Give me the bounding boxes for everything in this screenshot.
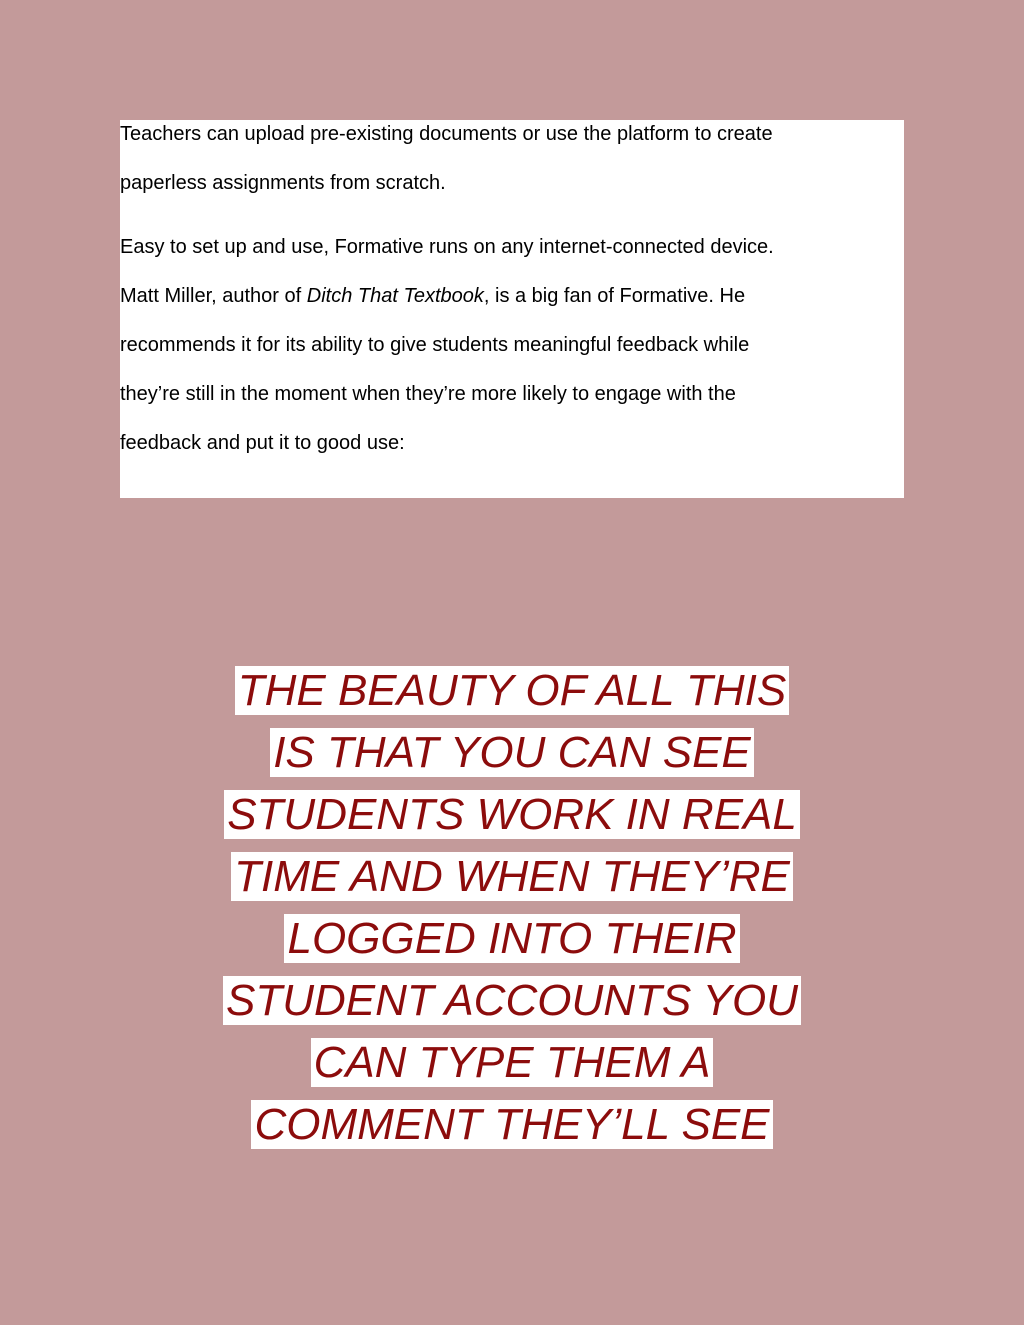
pull-quote-text: CAN TYPE THEM A: [311, 1038, 714, 1087]
paragraph-2-line-1: Easy to set up and use, Formative runs on any internet-connected device.: [120, 236, 774, 258]
pull-quote-text: STUDENT ACCOUNTS YOU: [223, 976, 801, 1025]
paragraph-spacer: [120, 208, 904, 223]
pull-quote-line: [0, 908, 1024, 970]
pull-quote-text: IS THAT YOU CAN SEE: [270, 728, 754, 777]
pull-quote-text: THE BEAUTY OF ALL THIS: [235, 666, 790, 715]
paragraph-2-line-5: feedback and put it to good use:: [120, 432, 405, 454]
pull-quote-line: [0, 1094, 1024, 1156]
pull-quote-line: [0, 660, 1024, 722]
pull-quote-text: STUDENTS WORK IN REAL: [224, 790, 800, 839]
paragraph-1-line-2: paperless assignments from scratch.: [120, 172, 446, 194]
paragraph-2-line-3: recommends it for its ability to give students meaningful feedback while: [120, 334, 750, 356]
pull-quote-line: [0, 970, 1024, 1032]
author-intro-text: Matt Miller, author of: [120, 285, 307, 307]
pull-quote-text: TIME AND WHEN THEY’RE: [231, 852, 793, 901]
pull-quote-text: COMMENT THEY’LL SEE: [251, 1100, 772, 1149]
article-text-box: [120, 120, 904, 498]
book-title: Ditch That Textbook: [306, 285, 484, 307]
pull-quote-line: [0, 722, 1024, 784]
author-outro-text: , is a big fan of Formative. He: [483, 285, 746, 307]
pull-quote-line: [0, 784, 1024, 846]
pull-quote-line: [0, 1032, 1024, 1094]
pull-quote: [0, 660, 1024, 1156]
pull-quote-line: [0, 846, 1024, 908]
pull-quote-text: LOGGED INTO THEIR: [284, 914, 739, 963]
paragraph-1-line-1: Teachers can upload pre-existing documents or use the platform to create: [120, 123, 773, 145]
paragraph-2-line-2: [120, 272, 904, 321]
paragraph-2-line-4: they’re still in the moment when they’re more likely to engage with the: [120, 383, 736, 405]
